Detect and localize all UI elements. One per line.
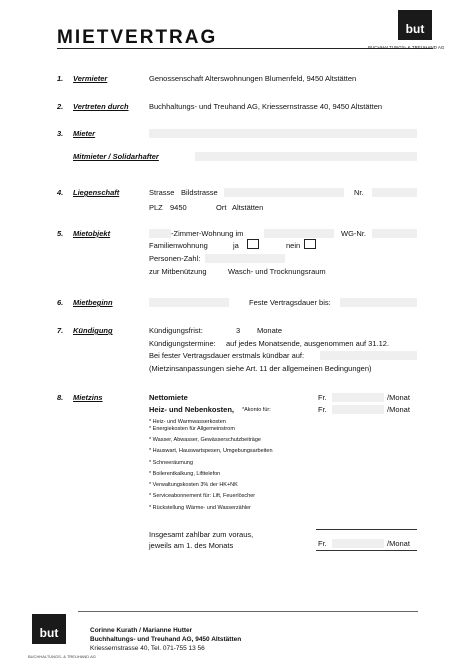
- total-line2: jeweils am 1. des Monats: [149, 541, 234, 550]
- section-label-vertreten: Vertreten durch: [73, 102, 129, 111]
- mietbeginn-field[interactable]: [149, 298, 229, 307]
- ja-checkbox[interactable]: [247, 239, 259, 249]
- fr-label: Fr.: [318, 393, 327, 402]
- nein-checkbox[interactable]: [304, 239, 316, 249]
- akonto-label: *Akonto für:: [242, 407, 271, 413]
- list-item: * Hauswart, Hauswartspesen, Umgebungsarbeiten: [149, 448, 273, 454]
- section-number: 5.: [57, 229, 64, 238]
- list-item: * Heiz- und Warmwasserkosten: [149, 419, 226, 425]
- section-label-vermieter: Vermieter: [73, 74, 108, 83]
- dauer-label: Feste Vertragsdauer bis:: [249, 298, 331, 307]
- anpassung-note: (Mietzinsanpassungen siehe Art. 11 der allgemeinen Bedingungen): [149, 364, 372, 373]
- list-item: * Verwaltungskosten 3% der HK+NK: [149, 482, 238, 488]
- section-label-mitmieter: Mitmieter / Solidarhafter: [73, 152, 159, 161]
- total-line1: Insgesamt zahlbar zum voraus,: [149, 530, 254, 539]
- list-item: * Rückstellung Wärme- und Wasserzähler: [149, 505, 251, 511]
- section-number: 3.: [57, 129, 64, 138]
- wg-label: WG-Nr.: [341, 229, 366, 238]
- section-number: 2.: [57, 102, 64, 111]
- strasse-value: Bildstrasse: [181, 188, 218, 197]
- section-label-mieter: Mieter: [73, 129, 96, 138]
- monat-label: /Monat: [387, 405, 410, 414]
- section-label-mietobjekt: Mietobjekt: [73, 229, 111, 238]
- zimmer-label: -Zimmer-Wohnung im: [171, 229, 244, 238]
- stockwerk-field[interactable]: [264, 229, 334, 238]
- section-number: 4.: [57, 188, 64, 197]
- personen-field[interactable]: [205, 254, 285, 263]
- list-item: * Schneeräumung: [149, 460, 194, 466]
- footer-logo-subtitle: BUCHHALTUNGS- & TREUHAND AG: [28, 654, 96, 659]
- monate-label: Monate: [257, 326, 283, 335]
- section-number: 6.: [57, 298, 64, 307]
- plz-label: PLZ: [149, 203, 163, 212]
- frist-label: Kündigungsfrist:: [149, 326, 203, 335]
- nettomiete-field[interactable]: [332, 393, 384, 402]
- fr-label: Fr.: [318, 405, 327, 414]
- dauer-field[interactable]: [340, 298, 417, 307]
- total-rule: [316, 529, 417, 530]
- list-item: * Serviceabonnement für: Lift, Feuerlöscher: [149, 493, 256, 499]
- section-label-mietbeginn: Mietbeginn: [73, 298, 113, 307]
- footer-logo: but: [32, 614, 66, 644]
- footer-divider: [78, 611, 418, 612]
- list-item: * Energiekosten für Allgemeinstrom: [149, 426, 235, 432]
- fr-label: Fr.: [318, 539, 327, 548]
- company-logo: but: [398, 10, 432, 40]
- frist-value: 3: [236, 326, 241, 335]
- ort-value: Altstätten: [232, 203, 264, 212]
- section-label-mietzins: Mietzins: [73, 393, 103, 402]
- section-label-liegenschaft: Liegenschaft: [73, 188, 120, 197]
- footer-company: Buchhaltungs- und Treuhand AG, 9450 Altstätten: [90, 636, 242, 643]
- familien-label: Familienwohnung: [149, 241, 208, 250]
- monat-label: /Monat: [387, 539, 410, 548]
- ja-label: ja: [233, 241, 239, 250]
- fester-field[interactable]: [320, 351, 417, 360]
- strasse-field[interactable]: [224, 188, 344, 197]
- list-item: * Wasser, Abwasser, Gewässerschutzbeiträge: [149, 437, 261, 443]
- zimmer-field[interactable]: [149, 229, 171, 238]
- section-number: 7.: [57, 326, 64, 335]
- nr-field[interactable]: [372, 188, 417, 197]
- list-item: * Boilerentkalkung, Lifttelefon: [149, 471, 221, 477]
- logo-subtitle: BUCHHALTUNGS- & TREUHAND AG: [368, 45, 445, 50]
- fester-label: Bei fester Vertragsdauer erstmals kündbar auf:: [149, 351, 305, 360]
- termine-label: Kündigungstermine:: [149, 339, 216, 348]
- total-field[interactable]: [332, 539, 384, 548]
- footer-contact-names: Corinne Kurath / Marianne Hutter: [90, 627, 193, 634]
- footer-address: Kriessernstrasse 40, Tel. 071-755 13 56: [90, 645, 205, 652]
- wg-field[interactable]: [372, 229, 417, 238]
- vermieter-value: Genossenschaft Alterswohnungen Blumenfeld, 9450 Altstätten: [149, 74, 357, 83]
- waschraum-value: Wasch- und Trocknungsraum: [228, 267, 326, 276]
- monat-label: /Monat: [387, 393, 410, 402]
- nr-label: Nr.: [354, 188, 364, 197]
- section-number: 1.: [57, 74, 64, 83]
- nebenkosten-field[interactable]: [332, 405, 384, 414]
- termine-value: auf jedes Monatsende, ausgenommen auf 31.12.: [226, 339, 390, 348]
- mitmieter-field[interactable]: [195, 152, 417, 161]
- heiz-label: Heiz- und Nebenkosten,: [149, 405, 235, 414]
- nein-label: nein: [286, 241, 301, 250]
- mieter-field[interactable]: [149, 129, 417, 138]
- nettomiete-label: Nettomiete: [149, 393, 188, 402]
- section-label-kuendigung: Kündigung: [73, 326, 113, 335]
- ort-label: Ort: [216, 203, 227, 212]
- personen-label: Personen-Zahl:: [149, 254, 201, 263]
- page-title: MIETVERTRAG: [57, 27, 218, 48]
- strasse-label: Strasse: [149, 188, 175, 197]
- section-number: 8.: [57, 393, 64, 402]
- mitbenuetzung-label: zur Mitbenützung: [149, 267, 207, 276]
- vertreten-value: Buchhaltungs- und Treuhand AG, Kriessernstrasse 40, 9450 Altstätten: [149, 102, 383, 111]
- plz-value: 9450: [170, 203, 187, 212]
- total-rule-bottom: [316, 550, 417, 551]
